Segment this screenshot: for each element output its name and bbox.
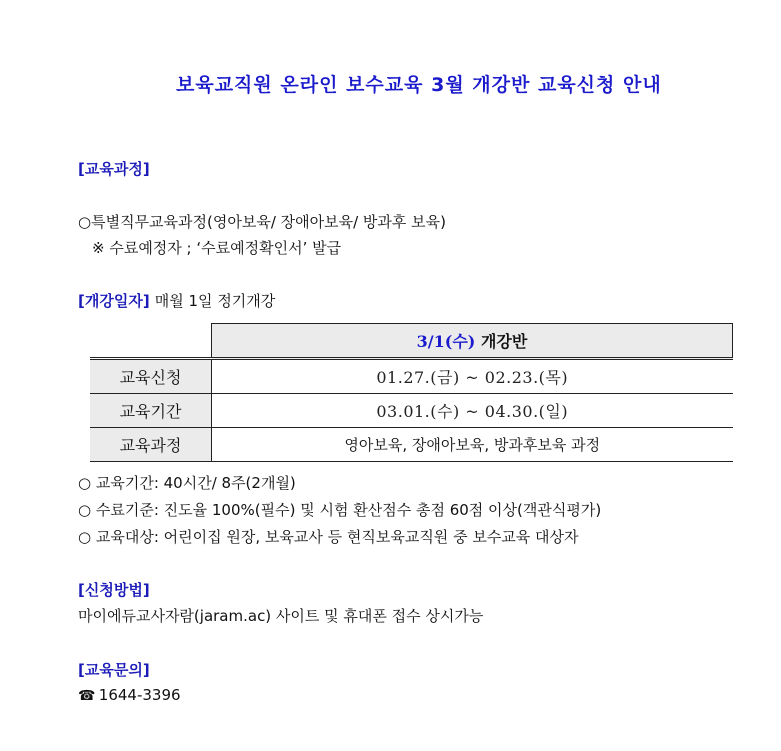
row-value: 영아보육, 장애아보육, 방과후보육 과정 [212,428,733,462]
opening-text: 매월 1일 정기개강 [154,292,276,310]
apply-text: 마이에듀교사자람(jaram.ac) 사이트 및 휴대폰 접수 상시가능 [78,607,484,625]
header-suffix: 개강반 [475,332,528,351]
bullet-item: ○ 교육대상: 어린이집 원장, 보육교사 등 현직보육교직원 중 보수교육 대상자 [78,528,579,546]
course-heading: [교육과정] [78,160,150,178]
row-label: 교육과정 [90,428,212,462]
header-date: 3/1(수) [416,332,476,351]
page-title: 보육교직원 온라인 보수교육 3월 개강반 교육신청 안내 [176,74,662,96]
opening-heading: [개강일자] [78,292,150,310]
table-row [90,359,733,394]
course-item: ○특별직무교육과정(영아보육/ 장애아보육/ 방과후 보육) [78,213,446,231]
schedule-table [90,323,733,462]
bullet-item: ○ 교육기간: 40시간/ 8주(2개월) [78,474,296,492]
bullet-item: ○ 수료기준: 진도율 100%(필수) 및 시험 환산점수 총점 60점 이상(객관식평가) [78,501,602,519]
table-row [90,394,733,428]
row-value: 03.01.(수) ~ 04.30.(일) [212,394,733,428]
table-row [90,428,733,462]
header-blank-cell [90,324,212,359]
schedule-header-row [90,324,733,359]
course-note: ※ 수료예정자 ; ‘수료예정확인서’ 발급 [92,239,342,257]
opening-line [78,290,275,311]
inquiry-line [78,686,181,704]
schedule-header [212,324,733,359]
phone-number: 1644-3396 [98,686,181,704]
apply-heading: [신청방법] [78,581,150,599]
phone-icon: ☎ [78,688,96,704]
row-label: 교육기간 [90,394,212,428]
inquiry-heading: [교육문의] [78,661,150,679]
row-label: 교육신청 [90,359,212,394]
row-value: 01.27.(금) ~ 02.23.(목) [212,359,733,394]
